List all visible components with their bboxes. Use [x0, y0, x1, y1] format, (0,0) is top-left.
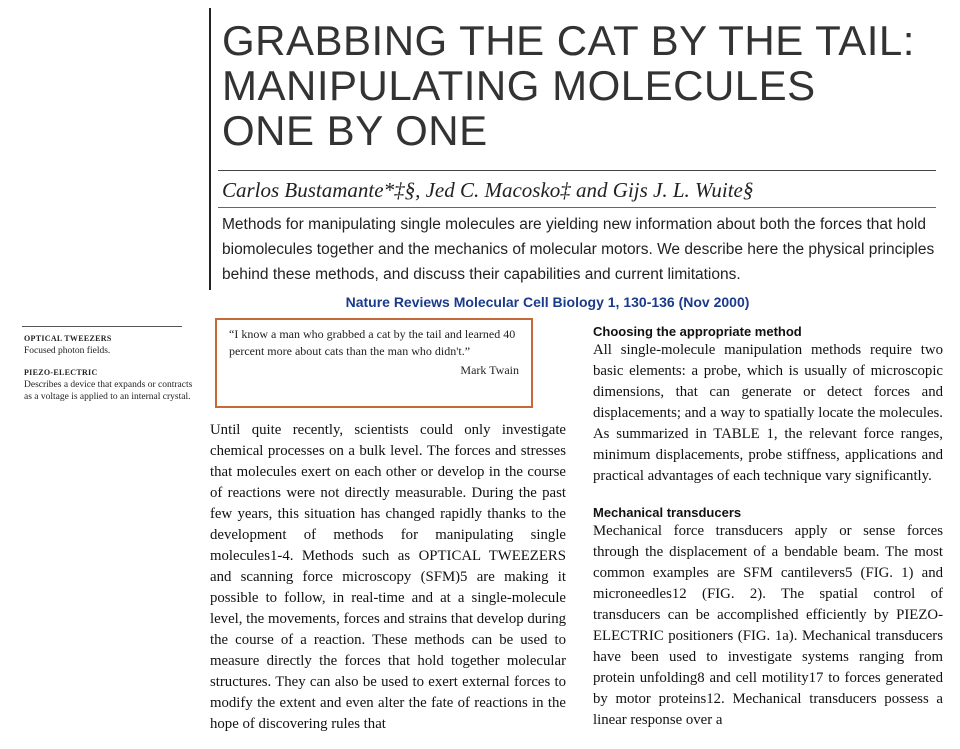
title-line-1: GRABBING THE CAT BY THE TAIL:: [222, 17, 915, 64]
body-text-left-column: Until quite recently, scientists could only investigate chemical processes on a bulk level. The forces and stresses that molecules exert on each other or develop in the course of reactions were not directly measurable. During the past few years, this situation has changed rapidly thanks to the development of methods for manipulating single molecules1-4. Methods such as OPTICAL TWEEZERS and scanning force microscopy (SFM)5 are making it possible to follow, in real-time and at a single-molecule level, the movements, forces and strains that develop during the course of a reaction. These methods can be used to measure directly the forces that hold together molecular structures. They can also be used to exert external forces to modify the extent and even alter the fate of reactions in the hope of discovering rules that: [210, 422, 566, 732]
title-divider: [218, 170, 936, 171]
title-line-3: ONE BY ONE: [222, 107, 488, 154]
glossary-term-optical-tweezers: OPTICAL TWEEZERS: [24, 334, 112, 343]
article-abstract: Methods for manipulating single molecules are yielding new information about both the forces that hold biomolecules together and the mechanics of molecular motors. We describe here the physical principles behind these methods, and discuss their capabilities and current limitations.: [222, 216, 935, 283]
glossary-term-piezo-electric: PIEZO-ELECTRIC: [24, 368, 98, 377]
body-right-column: [593, 324, 943, 749]
glossary-divider: [22, 326, 182, 327]
quote-text: “I know a man who grabbed a cat by the tail and learned 40 percent more about cats than the man who didn't.”: [229, 327, 516, 358]
section-heading-mechanical-transducers: Mechanical transducers: [593, 505, 742, 520]
article-title: [222, 18, 942, 153]
authors-divider: [218, 207, 936, 208]
glossary-definition-piezo-electric: Describes a device that expands or contracts as a voltage is applied to an internal crystal.: [24, 380, 193, 402]
glossary-definition-optical-tweezers: Focused photon fields.: [24, 346, 111, 356]
section-heading-choosing-method: Choosing the appropriate method: [593, 324, 802, 339]
page-margin-rule: [209, 8, 211, 290]
section-text-mechanical-transducers: Mechanical force transducers apply or sense forces through the displacement of a bendable beam. The most common examples are SFM cantilevers5 (FIG. 1) and microneedles12 (FIG. 2). The spatial control of transducers can be accomplished efficiently by PIEZO-ELECTRIC positioners (FIG. 1a). Mechanical transducers have been used to investigate systems ranging from protein unfolding8 and cell motility17 to forces generated by motor proteins12. Mechanical transducers possess a linear response over a: [593, 523, 943, 728]
quote-box: [215, 318, 533, 408]
journal-citation: Nature Reviews Molecular Cell Biology 1, 130-136 (Nov 2000): [345, 294, 750, 310]
glossary-sidebar: [24, 333, 194, 413]
quote-author: Mark Twain: [460, 363, 519, 377]
article-authors: Carlos Bustamante*‡§, Jed C. Macosko‡ and Gijs J. L. Wuite§: [222, 178, 754, 202]
title-line-2: MANIPULATING MOLECULES: [222, 62, 816, 109]
section-text-choosing-method: All single-molecule manipulation methods require two basic elements: a probe, which is usually of microscopic dimensions, that can generate or detect forces and displacements; and a way to spatially locate the molecules. As summarized in TABLE 1, the relevant force ranges, minimum displacements, probe stiffness, applications and practical advantages of each technique vary significantly.: [593, 342, 943, 484]
